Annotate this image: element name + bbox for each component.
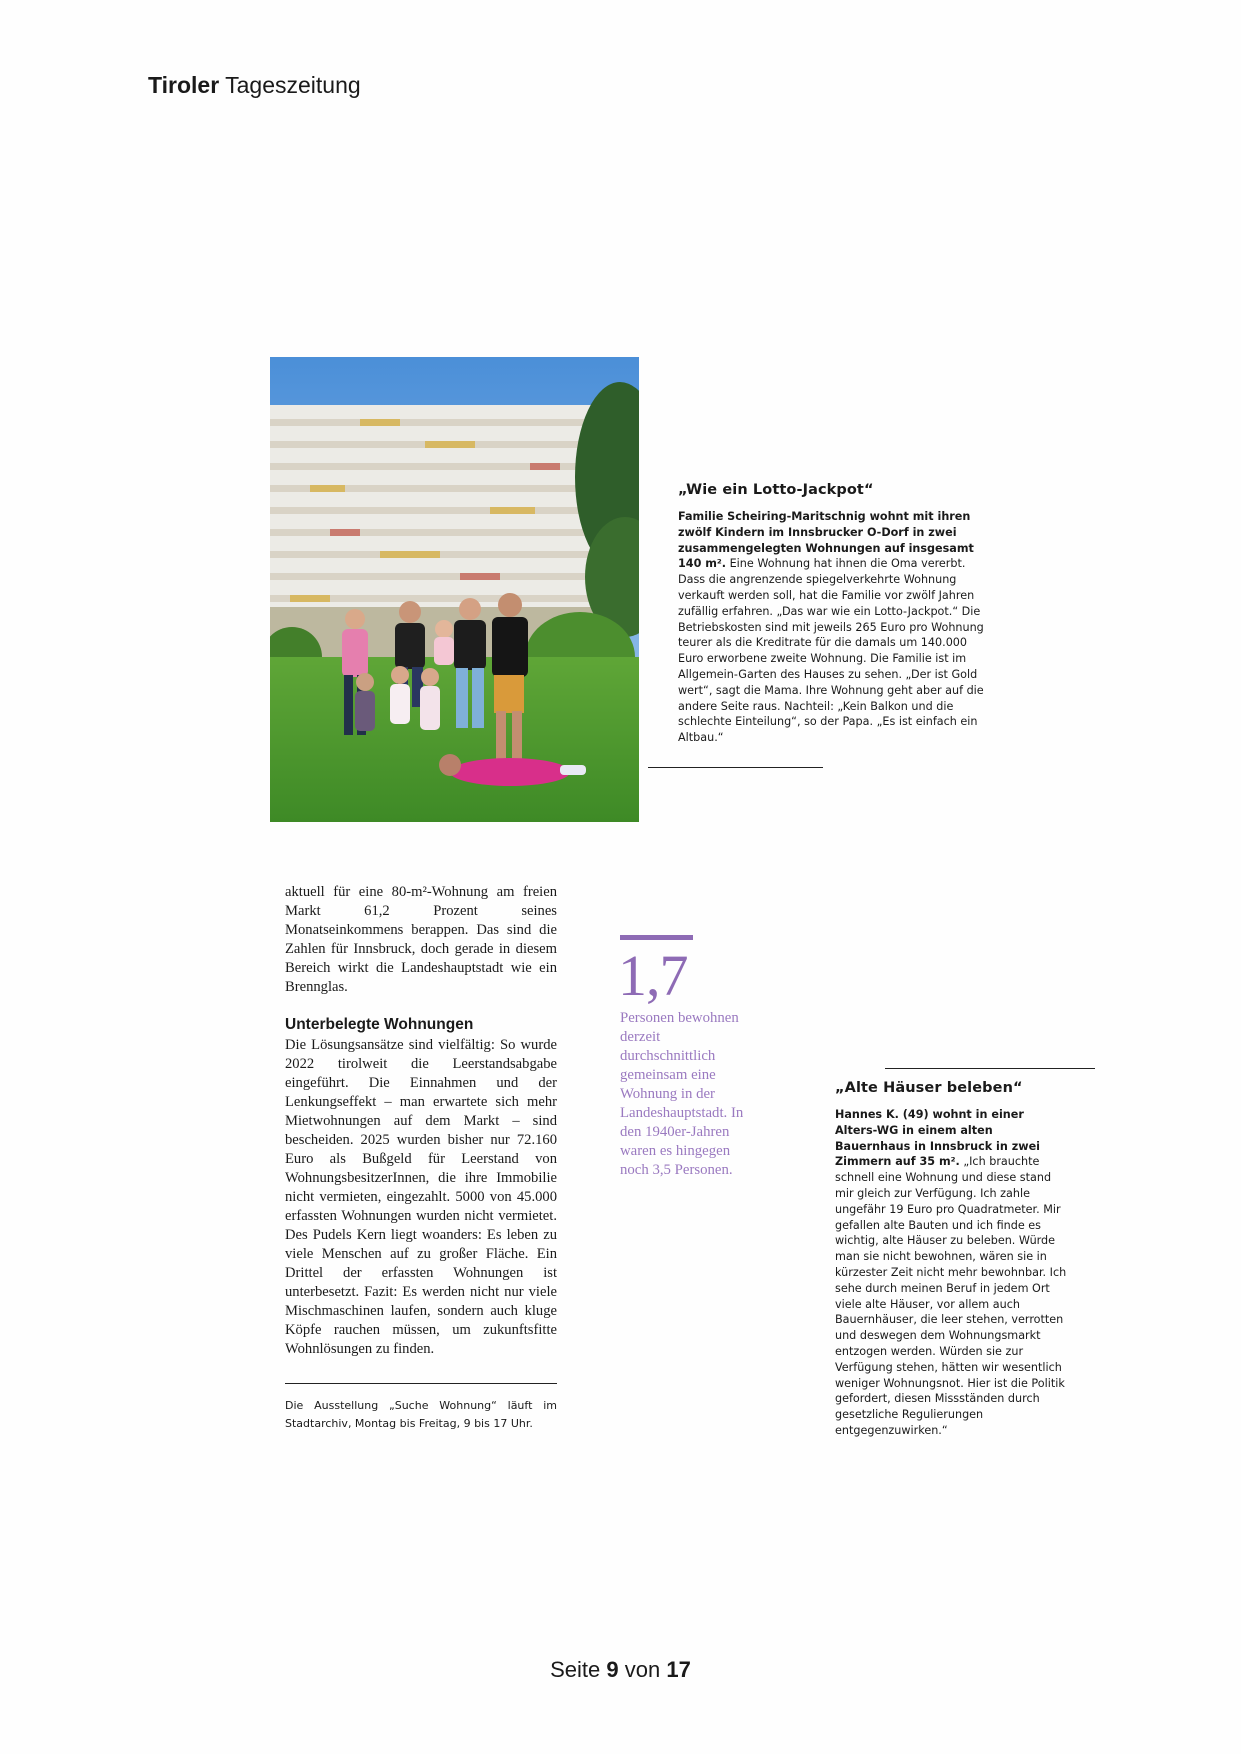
sidebar-lotto-lead: Familie Scheiring-Maritschnig wohnt mit ihren zwölf Kindern im Innsbrucker O-Dorf in zwei zusammengelegten Wohnungen auf insgesamt 140 m². bbox=[678, 510, 974, 571]
masthead-brand-regular: Tageszeitung bbox=[225, 72, 361, 98]
sidebar-lotto-jackpot bbox=[678, 482, 984, 746]
sidebar-alte-haeuser bbox=[835, 1080, 1070, 1439]
page-middle: von bbox=[624, 1657, 661, 1682]
sidebar-alte-haeuser-body: „Ich brauchte schnell eine Wohnung und diese stand mir gleich zur Verfügung. Ich zahle ungefähr 19 Euro pro Quadratmeter. Mir gefallen alte Bauten und ich finde es wichtig, alte Häuser zu beleben. Würde man sie nicht bewohnen, wären sie in kürzester Zeit nicht mehr bewohnbar. Ich sehe durch meinen Beruf in jedem Ort viele alte Häuser, vor allem auch Bauernhäuser, die leer stehen, verrotten und deswegen dem Wohnungsmarkt entzogen werden. Würden sie zur Verfügung stehen, hätten wir wesentlich weniger Wohnungsnot. Hier ist die Politik gefordert, diesen Missständen durch gesetzliche Regulierungen entgegenzuwirken.“ bbox=[835, 1155, 1067, 1437]
page-current: 9 bbox=[606, 1657, 619, 1682]
main-paragraph-1: aktuell für eine 80-m²-Wohnung am freien Markt 61,2 Prozent seines Monatseinkommens berappen. Das sind die Zahlen für Innsbruck, doch gerade in diesem Bereich wirkt die Landeshauptstadt wie ein Brennglas. bbox=[285, 884, 557, 995]
page-prefix: Seite bbox=[550, 1657, 601, 1682]
masthead bbox=[148, 72, 361, 99]
exhibition-note: Die Ausstellung „Suche Wohnung“ läuft im Stadtarchiv, Montag bis Freitag, 9 bis 17 Uhr. bbox=[285, 1399, 557, 1430]
sidebar-alte-haeuser-rule bbox=[885, 1068, 1095, 1069]
family-photo-illustration bbox=[270, 357, 639, 822]
stat-description: Personen bewohnen derzeit durchschnittlich gemeinsam eine Wohnung in der Landeshauptstadt. In den 1940er-Jahren waren es hingegen noch 3,5 Personen. bbox=[620, 1010, 744, 1178]
family-photo bbox=[270, 357, 639, 822]
main-article-column bbox=[285, 883, 557, 1359]
sidebar-lotto-rule bbox=[648, 767, 823, 768]
main-end-rule bbox=[285, 1383, 557, 1384]
sidebar-alte-haeuser-title: „Alte Häuser beleben“ bbox=[835, 1080, 1023, 1096]
main-paragraph-2: Die Lösungsansätze sind vielfältig: So wurde 2022 tirolweit die Leerstandsabgabe eingeführt. Die Einnahmen und der Lenkungseffekt – man erwartete sich mehr Mietwohnungen auf dem Markt – sind bescheiden. 2025 wurden bisher nur 72.160 Euro als Bußgeld für Leerstand von WohnungsbesitzerInnen, die ihre Immobilie nicht vermieten, eingezahlt. 5000 von 45.000 erfassten Wohnungen wurden nicht vermietet. Des Pudels Kern liegt woanders: Es leben zu viele Menschen auf zu großer Fläche. Ein Drittel der erfassten Wohnungen ist unterbesetzt. Fazit: Es werden nicht nur viele Mischmaschinen laufen, sondern auch kluge Köpfe rauchen müssen, um zukunftsfitte Wohnlösungen zu finden. bbox=[285, 1037, 557, 1357]
main-subhead: Unterbelegte Wohnungen bbox=[285, 1016, 474, 1033]
sidebar-lotto-text bbox=[678, 509, 984, 746]
masthead-brand-bold: Tiroler bbox=[148, 72, 220, 98]
sidebar-lotto-title: „Wie ein Lotto-Jackpot“ bbox=[678, 482, 874, 498]
stat-number: 1,7 bbox=[618, 943, 688, 1008]
page-number-footer bbox=[0, 1657, 1241, 1683]
page-total: 17 bbox=[666, 1657, 691, 1682]
stat-accent-bar bbox=[620, 935, 693, 940]
sidebar-alte-haeuser-text bbox=[835, 1107, 1070, 1439]
sidebar-alte-haeuser-lead: Hannes K. (49) wohnt in einer Alters-WG in einem alten Bauernhaus in Innsbruck in zwei Zimmern auf 35 m². bbox=[835, 1108, 1041, 1169]
sidebar-lotto-body: Eine Wohnung hat ihnen die Oma vererbt. Dass die angrenzende spiegelverkehrte Wohnung verkauft werden soll, hat die Familie vor zwölf Jahren zufällig erfahren. „Das war wie ein Lotto-Jackpot.“ Die Betriebskosten sind mit jeweils 265 Euro pro Wohnung teurer als die Kreditrate für die damals um 140.000 Euro erworbene zweite Wohnung. Die Familie ist im Allgemein-Garten des Hauses zu sehen. „Der ist Gold wert“, sagt die Mama. Ihre Wohnung geht aber auf die andere Seite raus. Nachteil: „Kein Balkon und die schlechte Einteilung“, so der Papa. „Es ist einfach ein Altbau.“ bbox=[678, 557, 984, 745]
